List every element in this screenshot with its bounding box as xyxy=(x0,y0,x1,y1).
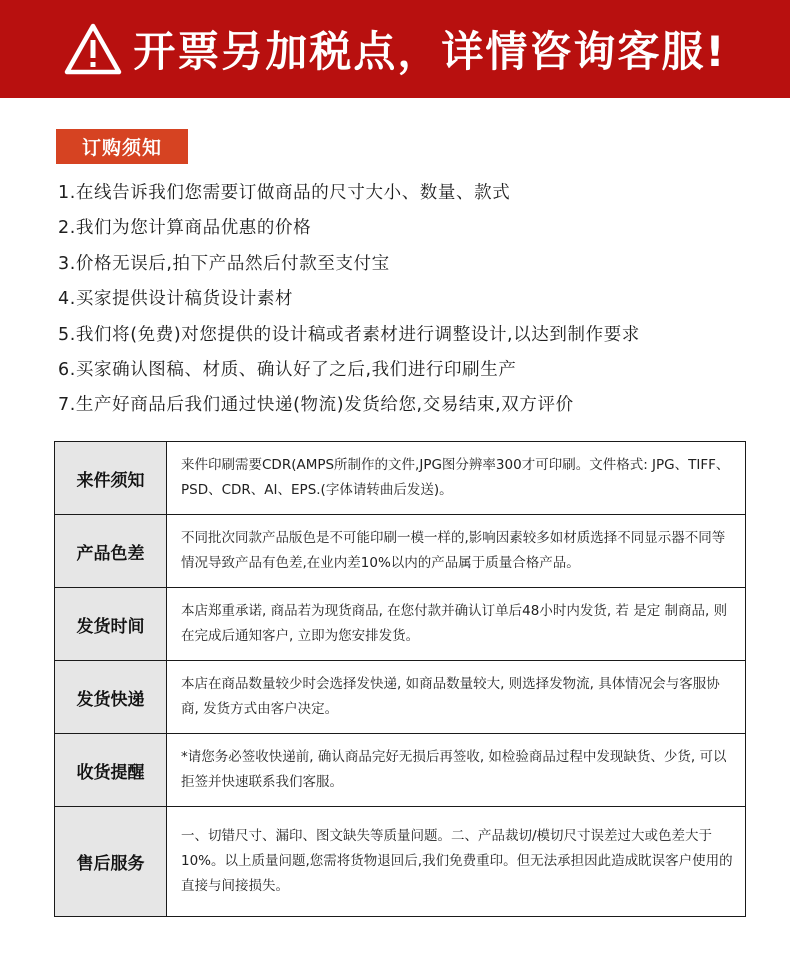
order-steps-list xyxy=(58,176,758,424)
row-label: 收货提醒 xyxy=(55,734,167,807)
order-step: 2.我们为您计算商品优惠的价格 xyxy=(58,218,312,239)
table-row xyxy=(55,661,746,734)
order-step: 1.在线告诉我们您需要订做商品的尺寸大小、数量、款式 xyxy=(58,183,511,203)
row-content: 不同批次同款产品版色是不可能印刷一模一样的,影响因素较多如材质选择不同显示器不同等情况导致产品有色差,在业内差10%以内的产品属于质量合格产品。 xyxy=(167,515,746,588)
row-content: *请您务必签收快递前, 确认商品完好无损后再签收, 如检验商品过程中发现缺货、少货, 可以拒签并快速联系我们客服。 xyxy=(167,734,746,807)
policy-table xyxy=(54,441,746,917)
warning-triangle-icon xyxy=(63,22,123,76)
table-row xyxy=(55,442,746,515)
banner-title: 开票另加税点，详情咨询客服! xyxy=(133,27,727,76)
top-banner xyxy=(0,0,790,98)
table-row xyxy=(55,588,746,661)
order-step: 5.我们将(免费)对您提供的设计稿或者素材进行调整设计,以达到制作要求 xyxy=(58,324,640,345)
table-row xyxy=(55,807,746,917)
order-step: 7.生产好商品后我们通过快递(物流)发货给您,交易结束,双方评价 xyxy=(58,395,574,416)
row-label: 来件须知 xyxy=(55,442,167,515)
row-label: 售后服务 xyxy=(55,807,167,917)
order-step: 4.买家提供设计稿货设计素材 xyxy=(58,289,294,310)
order-step: 6.买家确认图稿、材质、确认好了之后,我们进行印刷生产 xyxy=(58,359,517,380)
table-row xyxy=(55,734,746,807)
row-content: 来件印刷需要CDR(AMPS所制作的文件,JPG图分辨率300才可印刷。文件格式: JPG、TIFF、PSD、CDR、AI、EPS.(字体请转曲后发送)。 xyxy=(167,442,746,515)
row-label: 产品色差 xyxy=(55,515,167,588)
row-label: 发货快递 xyxy=(55,661,167,734)
banner-content xyxy=(63,19,726,79)
row-content: 本店在商品数量较少时会选择发快递, 如商品数量较大, 则选择发物流, 具体情况会与客服协商, 发货方式由客户决定。 xyxy=(167,661,746,734)
row-content: 一、切错尺寸、漏印、图文缺失等质量问题。二、产品裁切/模切尺寸误差过大或色差大于10%。以上质量问题,您需将货物退回后,我们免费重印。但无法承担因此造成眈误客户使用的直接与间接损失。 xyxy=(167,807,746,917)
row-content: 本店郑重承诺, 商品若为现货商品, 在您付款并确认订单后48小时内发货, 若 是定 制商品, 则在完成后通知客户, 立即为您安排发货。 xyxy=(167,588,746,661)
table-row xyxy=(55,515,746,588)
notice-heading: 订购须知 xyxy=(56,129,188,164)
order-step: 3.价格无误后,拍下产品然后付款至支付宝 xyxy=(58,253,390,274)
row-label: 发货时间 xyxy=(55,588,167,661)
